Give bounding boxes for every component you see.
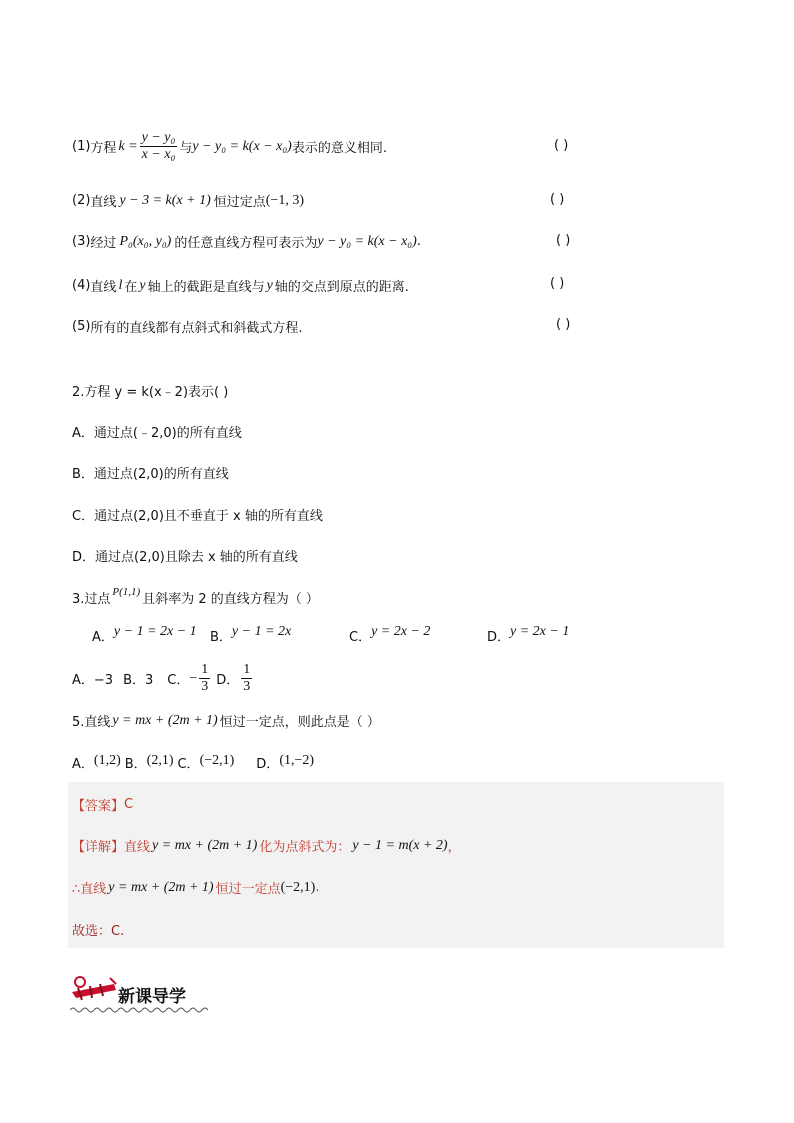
item-number: (3) (72, 234, 91, 249)
answer-value: C (124, 797, 134, 812)
option-expr: y − 1 = 2x (231, 623, 292, 639)
q3-option-a[interactable] (92, 623, 197, 645)
q4-options (72, 662, 254, 695)
detail-text: ， (447, 840, 461, 855)
q5-option-a-label[interactable]: A． (72, 757, 94, 772)
choose-line: 故选：C. (72, 924, 125, 939)
fraction-numerator: 1 (199, 662, 210, 679)
q5-stem (72, 711, 380, 730)
item-number: (4) (72, 278, 91, 293)
q3-option-d[interactable] (487, 623, 570, 645)
slope-fraction (140, 130, 178, 163)
answer-parens[interactable]: ( ) (550, 192, 565, 207)
option-label: A． (92, 630, 114, 645)
option-label: D． (487, 630, 511, 645)
fraction-denominator: x − x₀ (141, 147, 176, 163)
line-equation: y − 3 = k(x + 1) (119, 192, 211, 208)
q4-option-b[interactable]: B．3 (123, 673, 154, 689)
point-p: P(1,1) (112, 585, 141, 598)
q1-item-3 (72, 232, 421, 251)
item-text: 表示的意义相同. (291, 141, 387, 157)
stem-text: 5.直线 (72, 715, 111, 730)
q4-option-c-label[interactable]: C． (167, 673, 190, 689)
fraction-numerator: 1 (241, 662, 252, 679)
item-text: 方程 (90, 141, 117, 157)
q5-option-c-label[interactable]: C． (177, 757, 200, 772)
option-value: (2,1) (146, 752, 174, 768)
fraction (241, 662, 252, 695)
line-l: l (118, 277, 123, 293)
item-text: 所有的直线都有点斜式和斜截式方程. (90, 321, 303, 336)
answer-panel (68, 782, 724, 948)
item-text: . (416, 234, 421, 249)
therefore-text: ∴直线 (72, 882, 107, 897)
stem-text: 3.过点 (72, 592, 111, 607)
answer-parens[interactable]: ( ) (556, 233, 571, 248)
q2-option-b[interactable]: B．通过点(2,0)的所有直线 (72, 467, 229, 482)
q2-stem: 2.方程 y = k(x﹣2)表示( ) (72, 385, 229, 400)
fraction-numerator: y − y₀ (140, 130, 178, 147)
point-slope-form: y − 1 = m(x + 2) (352, 837, 448, 853)
y-axis-var: y (139, 277, 146, 293)
q5-options (72, 753, 314, 772)
q2-option-a[interactable]: A．通过点(﹣2,0)的所有直线 (72, 426, 242, 441)
option-expr: y = 2x − 2 (371, 623, 431, 639)
item-number: (1) (72, 139, 91, 155)
therefore-text: 恒过一定点 (215, 882, 281, 897)
item-text: 的任意直线方程可表示为 (174, 236, 318, 251)
item-text: 轴上的截距是直线与 (147, 280, 265, 295)
q3-stem (72, 585, 319, 607)
q1-item-2 (72, 191, 304, 210)
q1-item-5 (72, 317, 303, 336)
section-title: 新课导学 (118, 987, 186, 1007)
item-text: 在 (124, 280, 138, 295)
k-equals: k = (118, 138, 138, 154)
fixed-point: (−1, 3) (265, 192, 304, 208)
item-text: 直线 (90, 280, 117, 295)
item-text: 轴的交点到原点的距离. (274, 280, 409, 295)
q1-item-4 (72, 276, 409, 295)
item-number: (5) (72, 319, 91, 334)
q1-item-1 (72, 130, 387, 163)
q4-option-a[interactable]: A．−3 (72, 673, 114, 689)
q2-option-d[interactable]: D．通过点(2,0)且除去 x 轴的所有直线 (72, 550, 298, 565)
fixed-point: (−2,1) (280, 879, 316, 895)
stem-text: 恒过一定点，则此点是（ ） (219, 715, 380, 730)
point-slope-equation: y − y₀ = k(x − x₀) (317, 233, 417, 249)
item-text: 恒过定点 (213, 195, 266, 210)
option-expr: y = 2x − 1 (510, 623, 570, 639)
item-text: 与 (179, 141, 193, 157)
item-number: (2) (72, 193, 91, 208)
q5-option-b-label[interactable]: B． (124, 757, 147, 772)
therefore-line (72, 878, 320, 897)
therefore-text: . (315, 880, 320, 895)
y-axis-var: y (266, 277, 273, 293)
option-value: (1,−2) (279, 752, 315, 768)
detail-key: 【详解】 (72, 840, 125, 855)
q3-option-c[interactable] (349, 623, 431, 645)
fraction (199, 662, 210, 695)
line-equation: y = mx + (2m + 1) (152, 837, 258, 853)
answer-parens[interactable]: ( ) (556, 317, 571, 332)
option-value: (1,2) (93, 752, 121, 768)
stem-text: 且斜率为 2 的直线方程为（ ） (142, 592, 319, 607)
answer-parens[interactable]: ( ) (550, 276, 565, 291)
detail-line (72, 836, 461, 855)
answer-key: 【答案】 (72, 799, 125, 814)
minus-sign: − (189, 670, 198, 686)
item-text: 经过 (90, 236, 117, 251)
line-equation: y = mx + (2m + 1) (108, 879, 214, 895)
answer-line (72, 795, 133, 814)
q4-option-d-label[interactable]: D． (216, 673, 240, 689)
answer-parens[interactable]: ( ) (554, 138, 569, 153)
fraction-denominator: 3 (201, 679, 209, 695)
point-p0: P₀(x₀, y₀) (119, 233, 172, 249)
detail-text: 直线 (124, 840, 151, 855)
point-slope-equation: y − y₀ = k(x − x₀) (192, 138, 292, 154)
detail-text: 化为点斜式为： (259, 840, 351, 855)
section-logo-icon (70, 974, 120, 1004)
option-value: (−2,1) (199, 752, 235, 768)
q2-option-c[interactable]: C．通过点(2,0)且不垂直于 x 轴的所有直线 (72, 509, 323, 524)
fraction-denominator: 3 (243, 679, 251, 695)
q5-option-d-label[interactable]: D． (256, 757, 280, 772)
item-text: 直线 (90, 195, 117, 210)
option-expr: y − 1 = 2x − 1 (113, 623, 197, 639)
option-label: C． (349, 630, 372, 645)
section-underline (70, 1006, 212, 1014)
line-equation: y = mx + (2m + 1) (112, 712, 218, 728)
q3-option-b[interactable] (210, 623, 292, 645)
option-label: B． (210, 630, 232, 645)
